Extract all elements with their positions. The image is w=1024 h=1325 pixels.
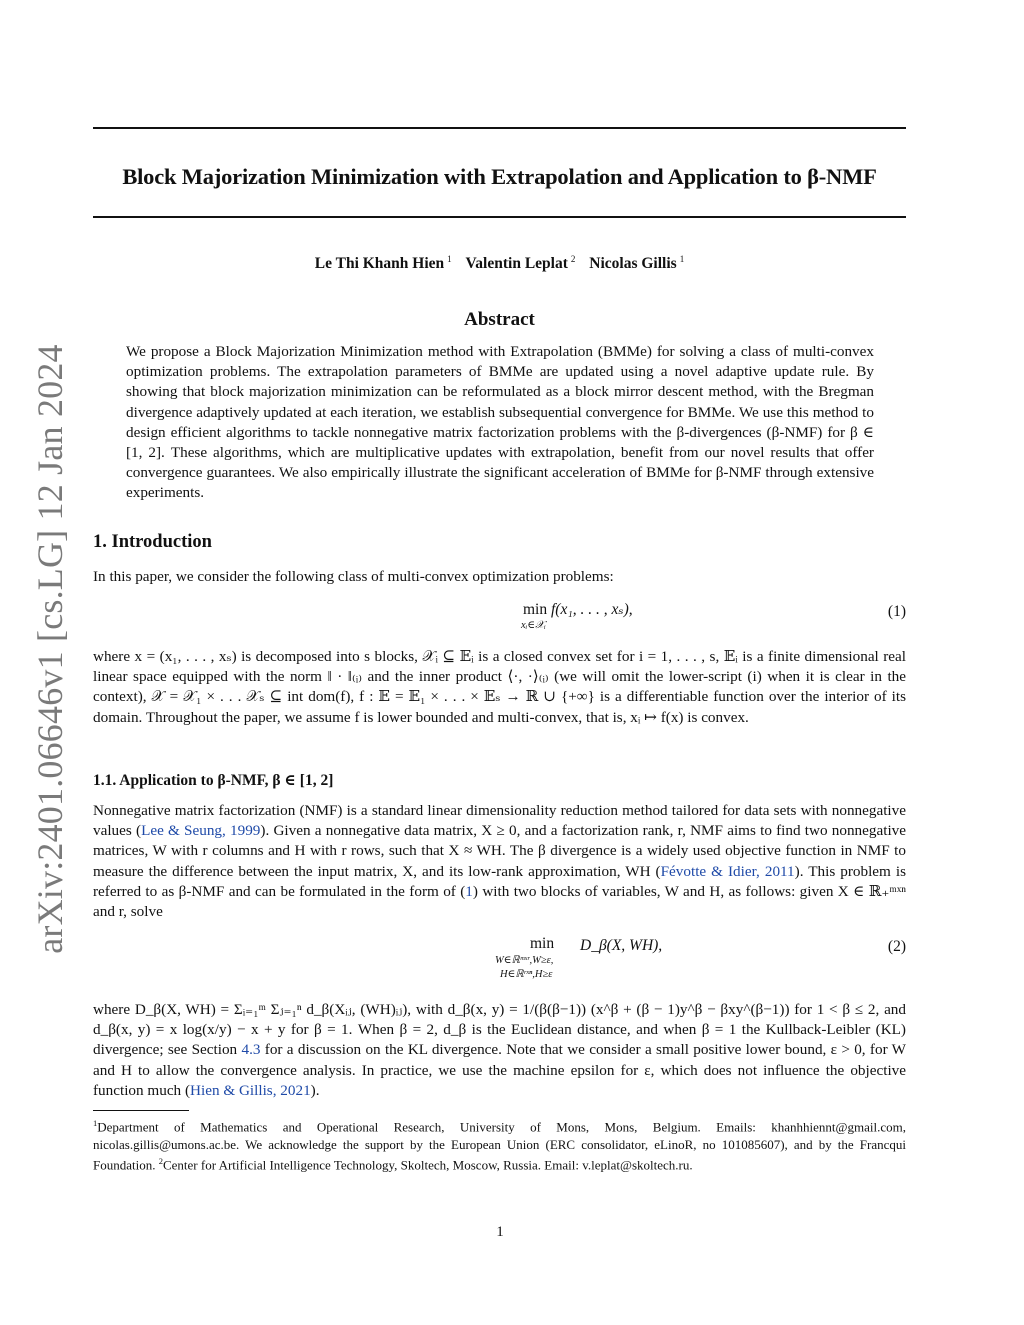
eq2-subscript-h: H∈ℝʳˣⁿ,H≥ε xyxy=(500,969,553,980)
title-bottom-rule xyxy=(93,216,906,218)
footnote-rule xyxy=(93,1110,189,1111)
citation-lee-seung[interactable]: Lee & Seung, 1999 xyxy=(141,822,261,840)
citation-fevotte-idier[interactable]: Févotte & Idier, 2011 xyxy=(660,862,795,880)
section-heading-introduction: 1. Introduction xyxy=(93,532,212,552)
section-ref-4-3[interactable]: 4.3 xyxy=(241,1041,261,1059)
eq1-subscript: xᵢ∈𝒳ᵢ xyxy=(521,620,546,631)
subsection-heading-application: 1.1. Application to β-NMF, β ∈ [1, 2] xyxy=(93,772,334,789)
paper-title: Block Majorization Minimization with Extrapolation and Application to β-NMF xyxy=(122,164,877,189)
eq2-operator: min xyxy=(530,935,555,952)
eq2-number: (2) xyxy=(887,938,906,955)
author-2: Valentin Leplat $^2$ xyxy=(465,254,576,272)
footnote: $^1$Department of Mathematics and Operational Research, University of Mons, Mons, Belgium. Emails: khanhhiennt@gmail.com, nicolas.gillis@umons.ac.be. We acknowledge the support by the European Union (ERC consolidator, eLinoR, no 101085607), and by the Francqui Foundation. $^2$Center for Artificial Intelligence Technology, Skoltech, Moscow, Russia. Email: v.leplat@skoltech.ru. xyxy=(93,1118,906,1173)
abstract-text: We propose a Block Majorization Minimization method with Extrapolation (BMMe) for solving a class of multi-convex optimization problems. The extrapolation parameters of BMMe are updated using a novel adaptive update rule. By showing that block majorization minimization can be reformulated as a block mirror descent method, with the Bregman divergence adaptively updated at each iteration, we establish subsequential convergence for BMMe. We use this method to design efficient algorithms to tackle nonnegative matrix factorization problems with the β-divergences (β-NMF) for β ∈ [1, 2]. These algorithms, which are multiplicative updates with extrapolation, benefit from our novel results that offer convergence guarantees. We also empirically illustrate the significant acceleration of BMMe for β-NMF through extensive experiments. xyxy=(126,343,874,502)
equation-2 xyxy=(93,935,906,985)
author-list xyxy=(93,254,906,273)
equation-1 xyxy=(93,600,906,636)
intro-paragraph-1: In this paper, we consider the following class of multi-convex optimization problems: xyxy=(93,568,614,585)
equation-ref-1[interactable]: 1 xyxy=(465,882,473,900)
abstract-heading: Abstract xyxy=(464,309,535,330)
author-3: Nicolas Gillis $^1$ xyxy=(589,254,685,272)
eq2-body: D_β(X, WH), xyxy=(580,937,663,954)
eq1-body: f(x₁, . . . , xₛ), xyxy=(551,601,633,618)
arxiv-stamp: arXiv:2401.06646v1 [cs.LG] 12 Jan 2024 xyxy=(30,344,70,954)
nmf-paragraph: Nonnegative matrix factorization (NMF) is a standard linear dimensionality reduction method tailored for data sets with nonnegative values (Lee & Seung, 1999). Given a nonnegative data matrix, X ≥ 0, and a factorization rank, r, NMF aims to find two nonnegative matrices, W with r columns and H with r rows, such that X ≈ WH. The β divergence is a widely used objective function in NMF to measure the difference between the input matrix, X, and its low-rank approximation, WH (Févotte & Idier, 2011). This problem is referred to as β-NMF and can be formulated in the form of (1) with two blocks of variables, W and H, as follows: given X ∈ ℝ₊ᵐˣⁿ and r, solve xyxy=(93,802,906,921)
eq1-number: (1) xyxy=(887,603,906,620)
eq1-operator: min xyxy=(523,601,548,618)
citation-hien-gillis[interactable]: Hien & Gillis, 2021 xyxy=(190,1081,311,1099)
eq2-subscript-w: W∈ℝᵐˣʳ,W≥ε, xyxy=(495,955,554,966)
author-1: Le Thi Khanh Hien $^1$ xyxy=(314,254,452,272)
page-number: 1 xyxy=(496,1224,504,1240)
beta-divergence-paragraph: where D_β(X, WH) = Σᵢ₌₁ᵐ Σⱼ₌₁ⁿ d_β(Xᵢⱼ, (WH)ᵢⱼ), with d_β(x, y) = 1/(β(β−1)) (x^β + (β − 1)y^β − βxy^(β−1)) for 1 < β ≤ 2, and d_β(x, y) = x log(x/y) − x + y for β = 1. When β = 2, d_β is the Euclidean distance, and when β = 1 the Kullback-Leibler (KL) divergence; see Section 4.3 for a discussion on the KL divergence. Note that we consider a small positive lower bound, ε > 0, for W and H to allow the convergence analysis. In practice, we use the machine epsilon for ε, which does not influence the objective function much (Hien & Gillis, 2021). xyxy=(93,1001,907,1099)
top-rule xyxy=(93,127,906,129)
intro-paragraph-2: where x = (x₁, . . . , xₛ) is decomposed into s blocks, 𝒳ᵢ ⊆ 𝔼ᵢ is a closed convex set for i = 1, . . . , s, 𝔼ᵢ is a finite dimensional real linear space equipped with the norm ‖ · ‖₍ᵢ₎ and the inner product ⟨·, ·⟩₍ᵢ₎ (we will omit the lower-script (i) when it is clear in the context), 𝒳 = 𝒳₁ × . . . 𝒳ₛ ⊆ int dom(f), f : 𝔼 = 𝔼₁ × . . . × 𝔼ₛ → ℝ ∪ {+∞} is a differentiable function over the interior of its domain. Throughout the paper, we assume f is lower bounded and multi-convex, that is, xᵢ ↦ f(x) is convex. xyxy=(93,648,906,726)
